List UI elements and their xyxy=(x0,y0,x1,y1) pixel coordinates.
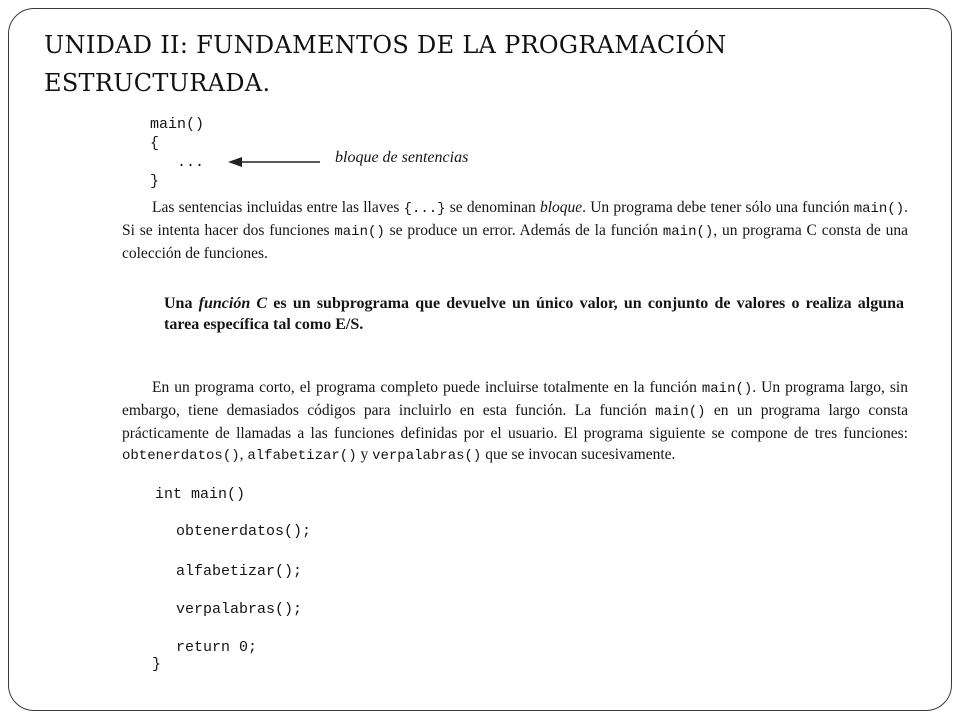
emphasis-text: función C xyxy=(198,295,268,312)
inline-code: {...} xyxy=(403,201,446,217)
title-line-1: UNIDAD II: FUNDAMENTOS DE LA PROGRAMACIÓN xyxy=(44,31,727,59)
code-annotation: bloque de sentencias xyxy=(335,149,469,166)
code-line: } xyxy=(150,173,160,190)
paragraph-text: , un programa C consta de una colección de funciones. xyxy=(122,222,908,262)
definition-block xyxy=(164,293,904,335)
inline-code: alfabetizar() xyxy=(247,448,357,464)
paragraph-text: se produce un error. Además de la función xyxy=(384,222,663,239)
code-line: } xyxy=(152,656,162,673)
code-line: obtenerdatos(); xyxy=(176,523,312,540)
paragraph-text: Las sentencias incluidas entre las llaves xyxy=(152,199,404,216)
code-line: alfabetizar(); xyxy=(176,563,303,580)
code-line: int main() xyxy=(155,486,246,503)
code-line: { xyxy=(150,135,160,152)
paragraph-text: , xyxy=(239,446,248,463)
code-block-main xyxy=(150,115,204,191)
paragraph-text: . Un programa largo, sin embargo, tiene demasiados códigos para incluirlo en esta función. La función xyxy=(122,379,908,419)
inline-code: main() xyxy=(701,381,753,397)
definition-text: es un subprograma que devuelve un único valor, un conjunto de valores o realiza alguna tarea específica tal como E/S. xyxy=(164,295,905,333)
inline-code: main() xyxy=(662,224,714,240)
inline-code: main() xyxy=(334,224,385,240)
paragraph-text: y xyxy=(356,446,373,463)
paragraph-text: se denominan xyxy=(445,199,540,216)
slide-frame xyxy=(8,8,952,711)
paragraph-block xyxy=(122,377,908,467)
code-line: return 0; xyxy=(176,639,258,656)
paragraph-text: en un programa largo consta prácticamente de llamadas a las funciones definidas por el usuario. El programa siguiente se compone de tres funciones: xyxy=(122,402,909,442)
definition-text: Una xyxy=(164,295,199,312)
paragraph-text: que se invocan sucesivamente. xyxy=(481,446,676,463)
paragraph-text: . Un programa debe tener sólo una función xyxy=(582,199,854,216)
code-line: verpalabras(); xyxy=(176,601,303,618)
code-line: ... xyxy=(150,154,205,171)
emphasis-text: bloque xyxy=(539,199,583,216)
slide-title xyxy=(44,26,924,102)
paragraph-text: . Si se intenta hacer dos funciones xyxy=(122,199,908,239)
paragraph-text: En un programa corto, el programa completo puede incluirse totalmente en la función xyxy=(152,379,702,396)
inline-code: main() xyxy=(655,404,706,420)
arrow-left-icon xyxy=(228,157,320,167)
inline-code: main() xyxy=(853,201,905,217)
code-line: main() xyxy=(150,116,205,133)
inline-code: verpalabras() xyxy=(372,448,482,464)
paragraph-block xyxy=(122,197,908,264)
title-line-2: ESTRUCTURADA. xyxy=(44,69,271,97)
inline-code: obtenerdatos() xyxy=(122,448,240,464)
